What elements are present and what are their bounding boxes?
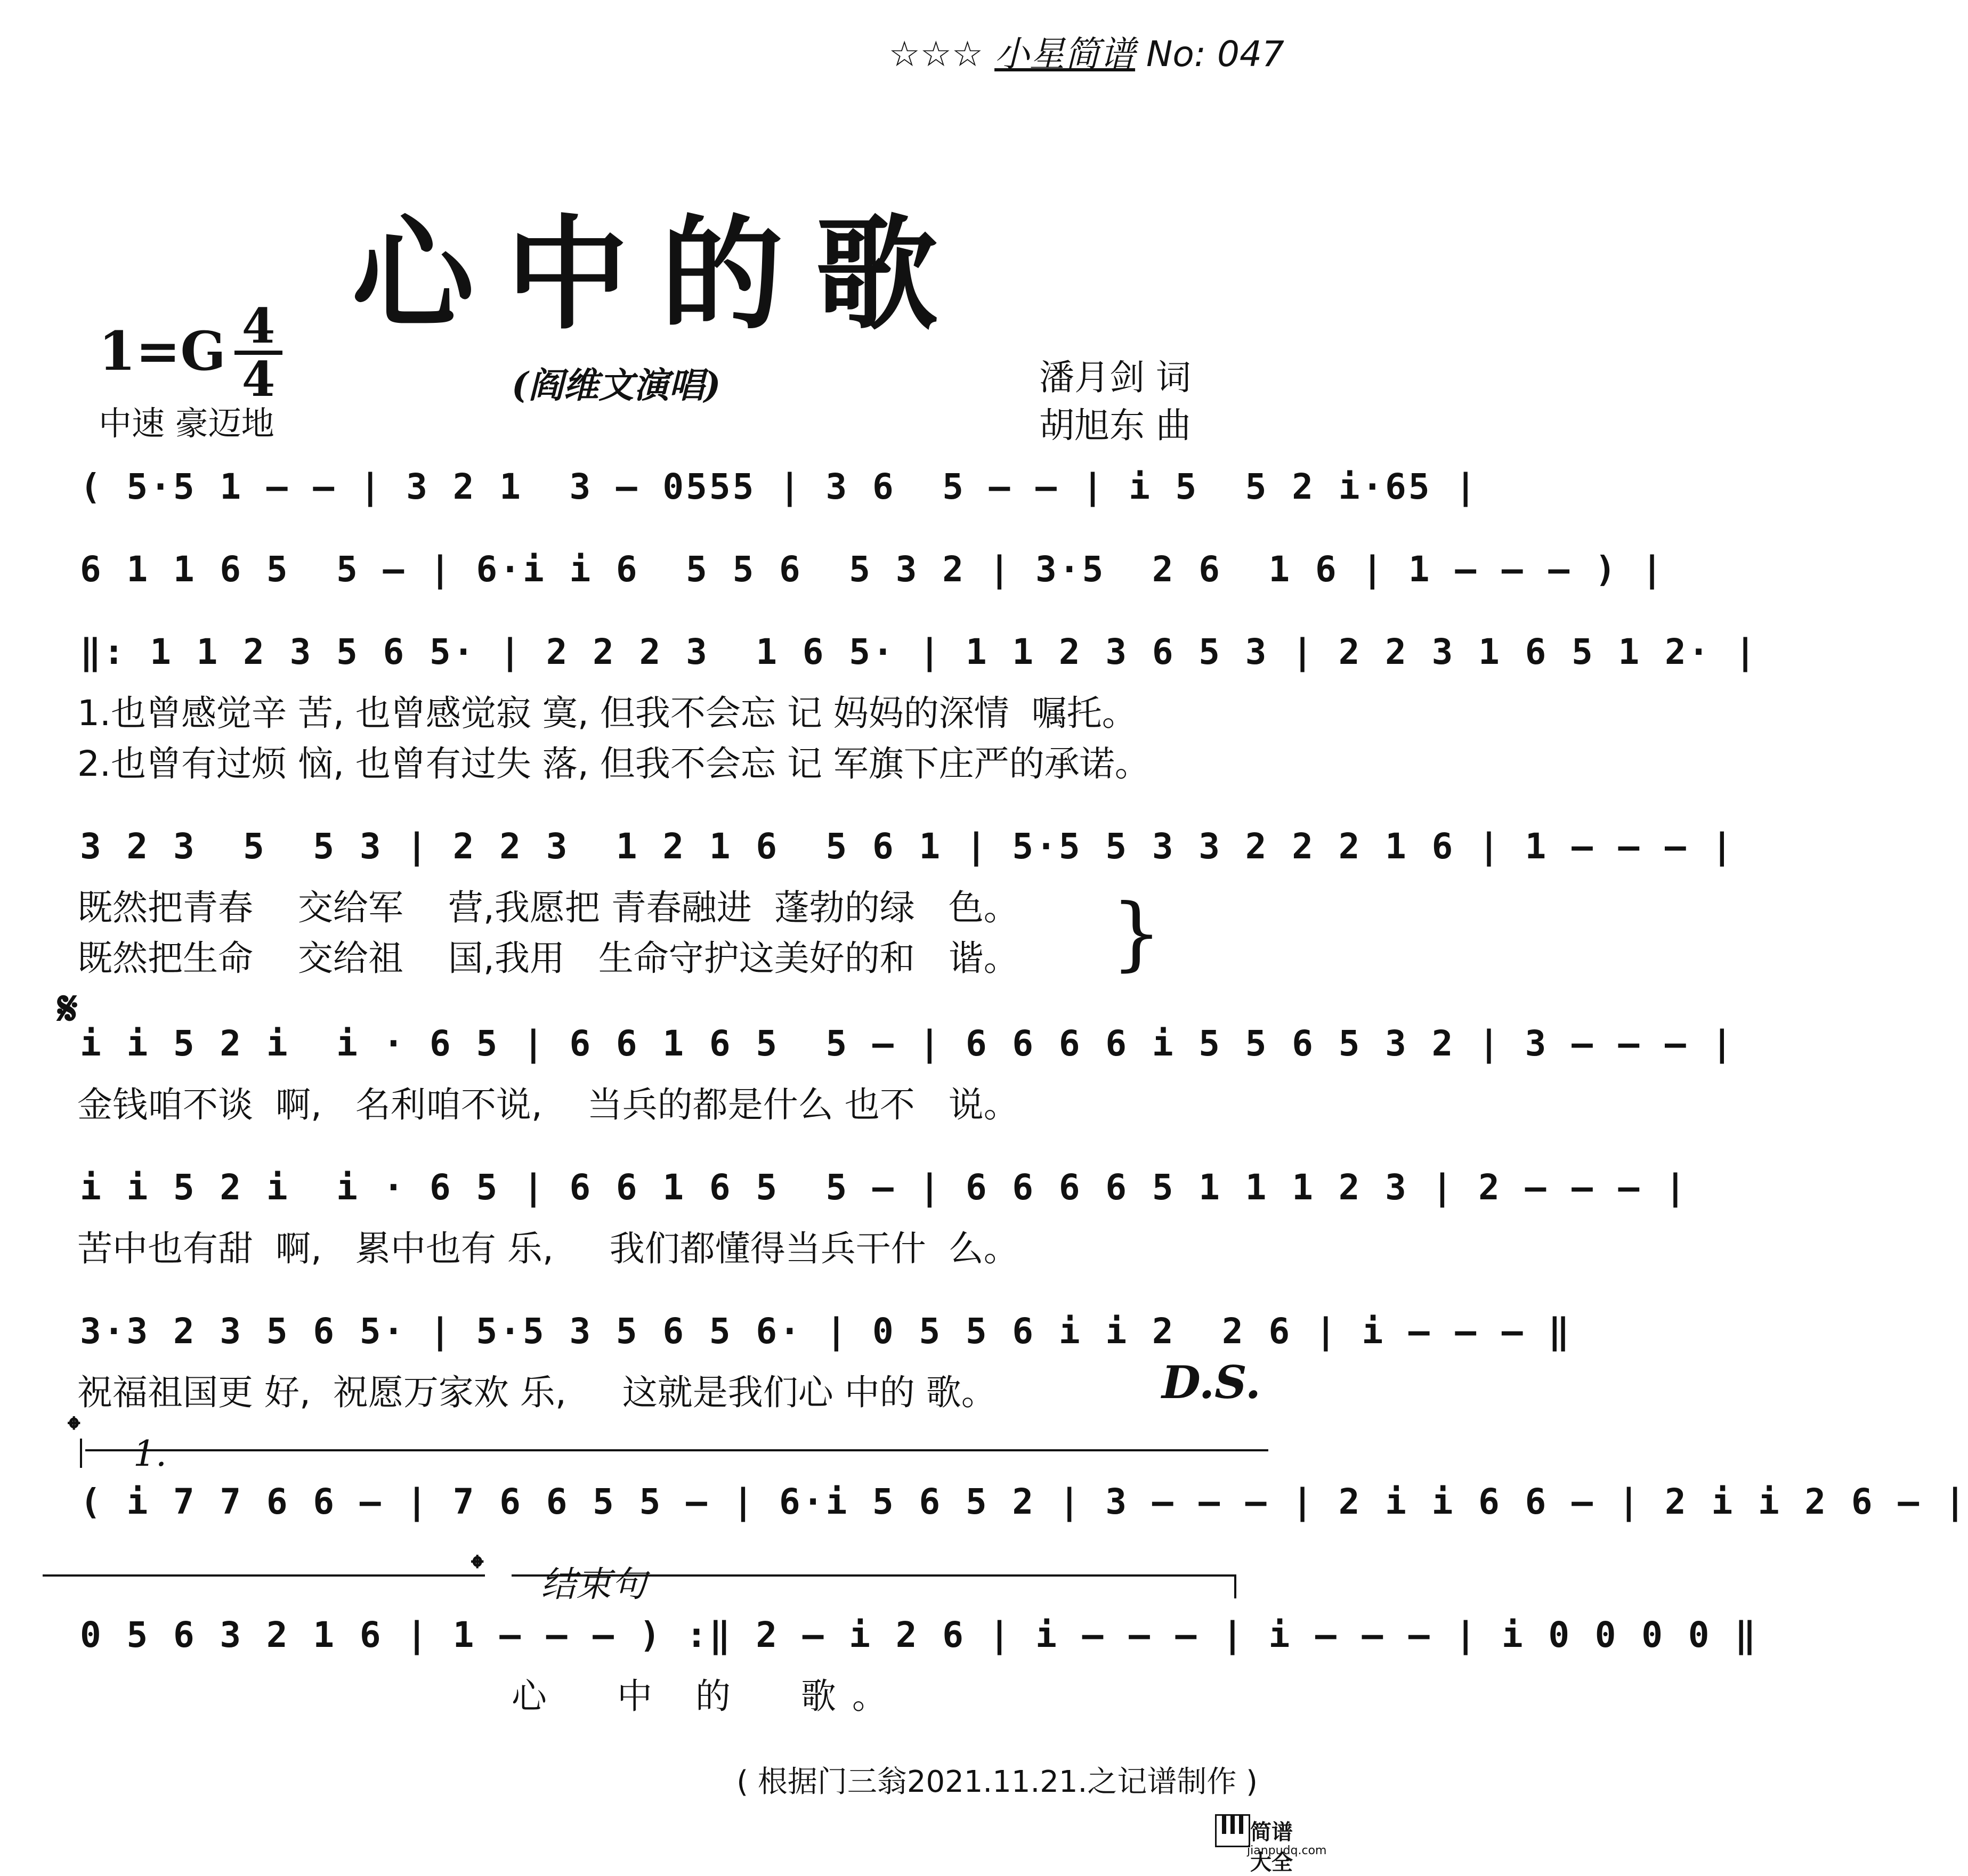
composer: 胡旭东 曲	[1039, 405, 1191, 446]
verse-notes: ‖: 1 1 2 3 5 6 5· | 2 2 2 3 1 6 5· | 1 1 2 3 6 5 3 | 2 2 3 1 6 5 1 2· |	[80, 631, 1758, 672]
row4-lyric: 苦中也有甜 啊, 累中也有 乐, 我们都懂得当兵干什 么。	[77, 1228, 1019, 1269]
lyric-brace: }	[1111, 887, 1162, 980]
song-title: 心中的歌	[352, 202, 970, 346]
volta-bracket-left	[80, 1439, 82, 1468]
row3-lyric: 金钱咱不谈 啊, 名利咱不说, 当兵的都是什么 也不 说。	[77, 1084, 1019, 1125]
verse-lyric-2: 2.也曾有过烦 恼, 也曾有过失 落, 但我不会忘 记 军旗下庄严的承诺。	[77, 743, 1150, 784]
coda-sign-1: 𝄌	[68, 1409, 80, 1448]
row6-notes: ( i 7 7 6 6 – | 7 6 6 5 5 – | 6·i 5 6 5 2 | 3 – – – | 2 i i 6 6 – | 2 i i 2 6 – |	[80, 1481, 1968, 1522]
lyricist: 潘月剑 词	[1039, 357, 1191, 398]
dal-segno-marking: D.S.	[1162, 1356, 1261, 1409]
stars: ☆☆☆	[888, 34, 984, 75]
brand-name: 小星简谱	[994, 34, 1136, 75]
row5-notes: 3·3 2 3 5 6 5· | 5·5 3 5 6 5 6· | 0 5 5 6 i i 2 2 6 | i – – – ‖	[80, 1311, 1572, 1352]
ending-label: 结束句	[541, 1564, 646, 1605]
logo-name: 简谱大全	[1250, 1820, 1293, 1875]
segno-sign: 𝄋	[58, 980, 78, 1036]
row7-notes: 0 5 6 3 2 1 6 | 1 – – – ) :‖ 2 – i 2 6 | i – – – | i – – – | i 0 0 0 0 ‖	[80, 1614, 1758, 1655]
site-logo	[1215, 1814, 1327, 1875]
row2-notes: 3 2 3 5 5 3 | 2 2 3 1 2 1 6 5 6 1 | 5·5 5 3 3 2 2 2 1 6 | 1 – – – |	[80, 826, 1735, 867]
score-number: No: 047	[1146, 34, 1284, 75]
singer: (阎维文演唱)	[512, 364, 721, 406]
row7-lyric: 心 中 的 歌。	[512, 1676, 903, 1717]
time-signature-top: 4	[241, 298, 276, 354]
intro-line-2: 6 1 1 6 5 5 – | 6·i i 6 5 5 6 5 3 2 | 3·5 2 6 1 6 | 1 – – – ) |	[80, 549, 1665, 590]
row2-lyric-1: 既然把青春 交给军 营,我愿把 青春融进 蓬勃的绿 色。	[77, 887, 1019, 928]
time-signature	[234, 298, 282, 408]
time-signature-bottom: 4	[241, 351, 276, 408]
coda-bracket-right	[1234, 1574, 1236, 1598]
tempo-marking: 中速 豪迈地	[99, 404, 274, 443]
coda-sign-2: 𝄌	[472, 1548, 483, 1587]
coda-line-left	[43, 1574, 485, 1577]
row5-lyric: 祝福祖国更 好, 祝愿万家欢 乐, 这就是我们心 中的 歌。	[77, 1372, 997, 1413]
first-ending-number: 1.	[133, 1433, 167, 1474]
logo-url: jianpudq.com	[1247, 1844, 1327, 1857]
row4-notes: i i 5 2 i i · 6 5 | 6 6 1 6 5 5 – | 6 6 6 6 5 1 1 1 2 3 | 2 – – – |	[80, 1167, 1688, 1208]
piano-icon	[1215, 1814, 1250, 1847]
row2-lyric-2: 既然把生命 交给祖 国,我用 生命守护这美好的和 谐。	[77, 938, 1019, 979]
verse-lyric-1: 1.也曾感觉辛 苦, 也曾感觉寂 寞, 但我不会忘 记 妈妈的深情 嘱托。	[77, 693, 1137, 734]
header	[889, 26, 1284, 76]
volta-bracket-line	[85, 1449, 1268, 1451]
key-signature: 1=G	[99, 320, 226, 383]
footer-note: ( 根据门三翁2021.11.21.之记谱制作 )	[736, 1765, 1258, 1799]
intro-line-1: ( 5·5 1 – – | 3 2 1 3 – 0555 | 3 6 5 – – | i 5 5 2 i·65 |	[80, 466, 1479, 507]
row3-notes: i i 5 2 i i · 6 5 | 6 6 1 6 5 5 – | 6 6 6 6 i 5 5 6 5 3 2 | 3 – – – |	[80, 1023, 1735, 1064]
